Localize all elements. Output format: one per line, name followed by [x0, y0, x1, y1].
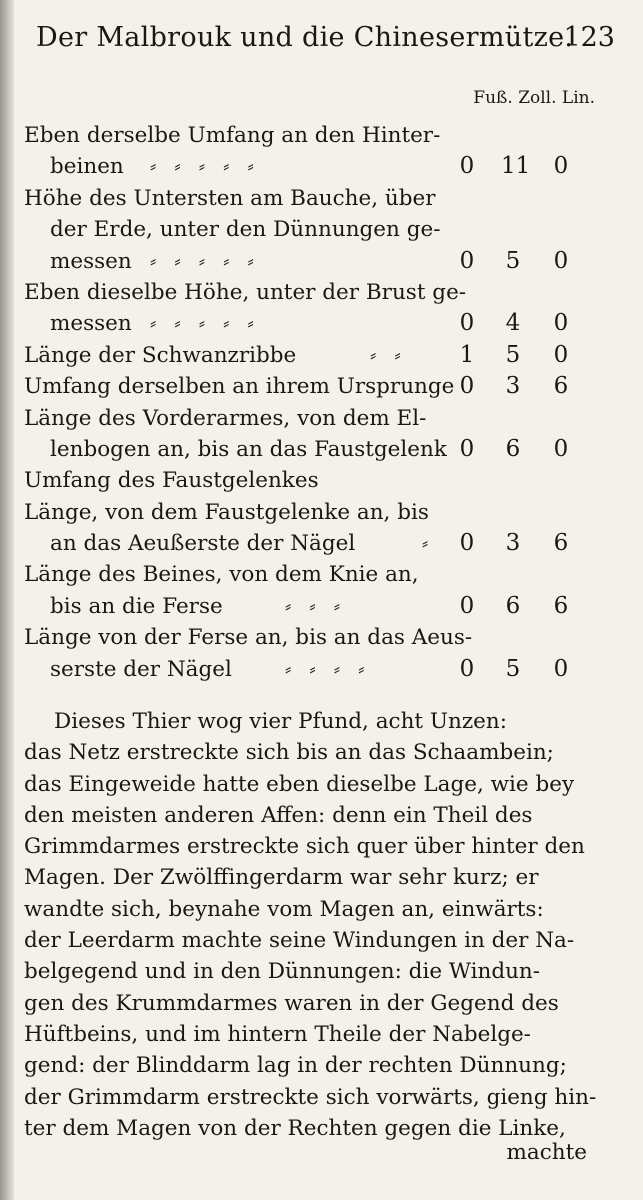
value-linie: 0 — [553, 655, 569, 682]
value-linie: 0 — [553, 310, 569, 337]
body-paragraph — [24, 706, 624, 1144]
table-row — [0, 183, 643, 214]
row-label: beinen — [50, 154, 124, 180]
row-label: Eben derselbe Umfang an den Hinter- — [24, 123, 441, 148]
paragraph-line: belgegend und in den Dünnungen: die Windun- — [24, 959, 541, 985]
paragraph-line: das Eingeweide hatte eben dieselbe Lage, wie bey — [24, 771, 575, 797]
table-row — [0, 340, 643, 371]
value-zoll: 5 — [505, 247, 521, 274]
row-label: lenbogen an, bis an das Faustgelenk — [50, 436, 447, 462]
value-zoll: 5 — [505, 655, 521, 682]
table-row — [0, 246, 643, 277]
row-label: Umfang des Faustgelenkes — [24, 468, 319, 494]
value-linie: 0 — [553, 247, 569, 274]
row-label: Länge des Vorderarmes, von dem El- — [24, 405, 427, 431]
row-label: Höhe des Untersten am Bauche, über — [24, 185, 436, 211]
row-label: messen — [50, 248, 132, 274]
value-fuss: 0 — [459, 153, 475, 180]
row-leader: ⸗ ⸗ ⸗ ⸗ ⸗ — [150, 312, 260, 335]
paragraph-line: der Grimmdarm erstreckte sich vorwärts, gieng hin- — [24, 1084, 597, 1110]
row-label: der Erde, unter den Dünnungen ge- — [50, 217, 441, 243]
paragraph-line: gen des Krummdarmes waren in der Gegend des — [24, 990, 559, 1016]
value-fuss: 0 — [459, 310, 475, 337]
row-label: bis an die Ferse — [50, 593, 223, 619]
table-row — [0, 403, 643, 434]
table-row — [0, 528, 643, 559]
value-fuss: 0 — [459, 530, 475, 557]
page-header — [36, 22, 615, 62]
row-leader: ⸗ ⸗ ⸗ ⸗ — [285, 657, 371, 680]
paragraph-line: Dieses Thier wog vier Pfund, acht Unzen: — [54, 709, 508, 734]
row-leader: ⸗ — [422, 532, 435, 555]
value-fuss: 0 — [459, 655, 475, 682]
table-row — [0, 214, 643, 245]
table-row — [0, 120, 643, 151]
value-linie: 6 — [553, 530, 569, 557]
row-label: Länge der Schwanzribbe — [24, 342, 297, 368]
paragraph-line: wandte sich, beynahe vom Magen an, einwärts: — [24, 896, 544, 922]
page-number: 123 — [563, 22, 615, 53]
measurement-table — [0, 120, 643, 685]
value-zoll: 11 — [501, 153, 531, 180]
value-zoll: 3 — [505, 530, 521, 557]
paragraph-line: das Netz erstreckte sich bis an das Schaambein; — [24, 740, 554, 766]
table-row — [0, 434, 643, 465]
value-linie: 6 — [553, 373, 569, 400]
row-label: Länge des Beines, von dem Knie an, — [24, 562, 419, 588]
value-zoll: 6 — [505, 592, 521, 619]
value-linie: 0 — [553, 435, 569, 462]
value-zoll: 6 — [505, 435, 521, 462]
running-title: Der Malbrouk und die Chinesermütze. — [36, 22, 574, 53]
value-fuss: 0 — [459, 247, 475, 274]
paragraph-line: gend: der Blinddarm lag in der rechten Dünnung; — [24, 1053, 567, 1079]
paragraph-line: der Leerdarm machte seine Windungen in der Na- — [24, 928, 575, 954]
row-label: messen — [50, 311, 132, 337]
row-label: Eben dieselbe Höhe, unter der Brust ge- — [24, 279, 467, 305]
value-fuss: 1 — [459, 341, 475, 368]
value-zoll: 5 — [505, 341, 521, 368]
unit-column-header: Fuß. Zoll. Lin. — [473, 88, 595, 108]
table-row — [0, 308, 643, 339]
row-label: Länge, von dem Faustgelenke an, bis — [24, 499, 429, 525]
row-label: an das Aeußerste der Nägel — [50, 531, 356, 557]
table-row — [0, 151, 643, 182]
value-zoll: 3 — [505, 373, 521, 400]
row-leader: ⸗ ⸗ ⸗ ⸗ ⸗ — [150, 249, 260, 272]
row-label: Länge von der Ferse an, bis an das Aeus- — [24, 625, 473, 651]
row-leader: ⸗ ⸗ — [370, 343, 407, 366]
row-leader: ⸗ ⸗ ⸗ — [285, 594, 347, 617]
table-row — [0, 497, 643, 528]
paragraph-line: Magen. Der Zwölffingerdarm war sehr kurz; er — [24, 865, 539, 891]
paragraph-line: Grimmdarmes erstreckte sich quer über hinter den — [24, 834, 585, 860]
row-leader: ⸗ ⸗ ⸗ ⸗ ⸗ — [150, 155, 260, 178]
paragraph-line: Hüftbeins, und im hintern Theile der Nabelge- — [24, 1021, 531, 1047]
table-row — [0, 654, 643, 685]
value-zoll: 4 — [505, 310, 521, 337]
row-label: serste der Nägel — [50, 656, 232, 682]
table-row — [0, 591, 643, 622]
catchword: machte — [506, 1140, 587, 1165]
value-linie: 6 — [553, 592, 569, 619]
table-row — [0, 371, 643, 402]
table-row — [0, 465, 643, 496]
table-row — [0, 277, 643, 308]
paragraph-line: ter dem Magen von der Rechten gegen die Linke, — [24, 1115, 566, 1141]
value-fuss: 0 — [459, 435, 475, 462]
value-fuss: 0 — [459, 592, 475, 619]
table-row — [0, 559, 643, 590]
value-linie: 0 — [553, 153, 569, 180]
value-linie: 0 — [553, 341, 569, 368]
table-row — [0, 622, 643, 653]
value-fuss: 0 — [459, 373, 475, 400]
row-label: Umfang derselben an ihrem Ursprunge — [24, 374, 455, 400]
paragraph-line: den meisten anderen Affen: denn ein Theil des — [24, 802, 533, 828]
